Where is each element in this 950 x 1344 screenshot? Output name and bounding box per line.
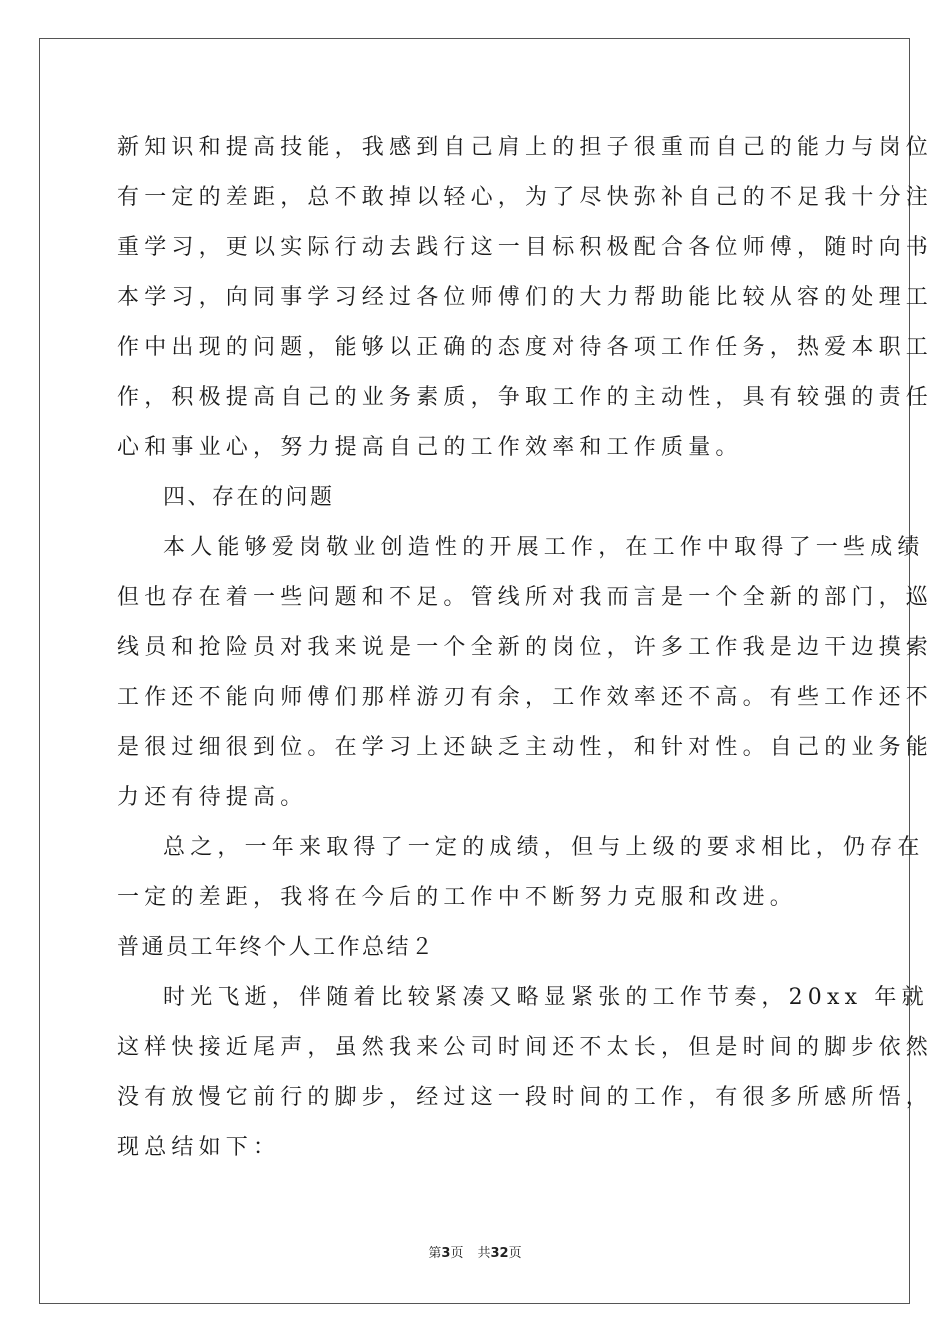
article-title: 普通员工年终个人工作总结２ <box>117 935 436 960</box>
paragraph-line: 新知识和提高技能，我感到自己肩上的担子很重而自己的能力与岗位 <box>117 135 934 160</box>
total-pages: 32 <box>490 1246 509 1261</box>
paragraph-line: 线员和抢险员对我来说是一个全新的岗位，许多工作我是边干边摸索 <box>117 635 934 660</box>
page-footer <box>0 1245 950 1263</box>
total-suffix: 页 <box>508 1246 522 1261</box>
current-page: 3 <box>441 1246 451 1261</box>
page-suffix: 页 <box>450 1246 464 1261</box>
paragraph-line: 时光飞逝，伴随着比较紧凑又略显紧张的工作节奏，20xx 年就 <box>163 985 929 1010</box>
paragraph-line: 作中出现的问题，能够以正确的态度对待各项工作任务，热爱本职工 <box>117 335 934 360</box>
paragraph-line: 力还有待提高。 <box>117 785 308 810</box>
paragraph-line: 一定的差距，我将在今后的工作中不断努力克服和改进。 <box>117 885 798 910</box>
page-border <box>39 38 910 1304</box>
paragraph-line: 总之，一年来取得了一定的成绩，但与上级的要求相比，仍存在 <box>163 835 925 860</box>
paragraph-line: 工作还不能向师傅们那样游刃有余，工作效率还不高。有些工作还不 <box>117 685 934 710</box>
page-total <box>477 1246 521 1261</box>
total-prefix: 共 <box>477 1246 491 1261</box>
paragraph-line: 但也存在着一些问题和不足。管线所对我而言是一个全新的部门，巡 <box>117 585 934 610</box>
paragraph-line: 重学习，更以实际行动去践行这一目标积极配合各位师傅，随时向书 <box>117 235 934 260</box>
paragraph-line: 这样快接近尾声，虽然我来公司时间还不太长，但是时间的脚步依然 <box>117 1035 934 1060</box>
paragraph-line: 本人能够爱岗敬业创造性的开展工作，在工作中取得了一些成绩 <box>163 535 925 560</box>
section-heading: 四、存在的问题 <box>163 485 335 510</box>
paragraph-line: 是很过细很到位。在学习上还缺乏主动性，和针对性。自己的业务能 <box>117 735 934 760</box>
paragraph-line: 作，积极提高自己的业务素质，争取工作的主动性，具有较强的责任 <box>117 385 934 410</box>
page-number <box>428 1246 463 1261</box>
paragraph-line: 现总结如下： <box>117 1135 281 1160</box>
paragraph-line: 心和事业心，努力提高自己的工作效率和工作质量。 <box>117 435 743 460</box>
paragraph-line: 有一定的差距，总不敢掉以轻心，为了尽快弥补自己的不足我十分注 <box>117 185 934 210</box>
paragraph-line: 本学习，向同事学习经过各位师傅们的大力帮助能比较从容的处理工 <box>117 285 934 310</box>
page-prefix: 第 <box>428 1246 442 1261</box>
paragraph-line: 没有放慢它前行的脚步，经过这一段时间的工作，有很多所感所悟， <box>117 1085 934 1110</box>
